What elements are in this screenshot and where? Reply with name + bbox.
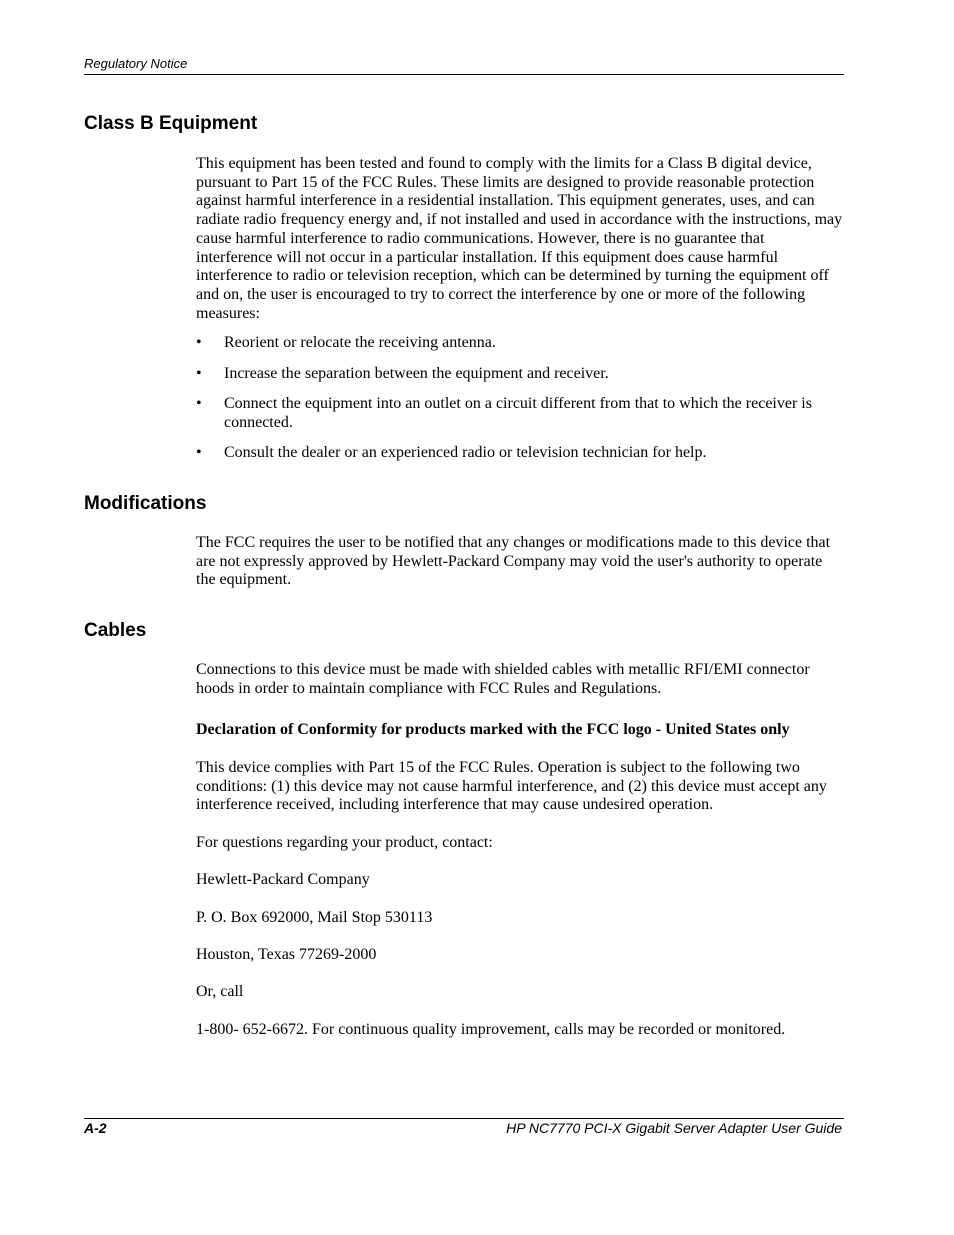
bullet-icon: • xyxy=(196,334,202,352)
list-item: • Reorient or relocate the receiving antenna. xyxy=(196,334,496,352)
heading-cables: Cables xyxy=(84,620,147,641)
class-b-paragraph: This equipment has been tested and found to comply with the limits for a Class B digital device, pursuant to Part 15 of the FCC Rules. These limits are designed to provide reasonable protection against harmful interference in a residential installation. This equipment generates, uses, and can radiate radio frequency energy and, if not installed and used in accordance with the instructions, may cause harmful interference to radio communications. However, there is no guarantee that interference will not occur in a particular installation. If this equipment does cause harmful interference to radio or television reception, which can be determined by turning the equipment off and on, the user is encouraged to try to correct the interference by one or more of the following measures: xyxy=(196,155,843,322)
or-call-line: Or, call xyxy=(196,983,244,1000)
footer-rule xyxy=(84,1118,844,1119)
po-box: P. O. Box 692000, Mail Stop 530113 xyxy=(196,909,433,926)
page-number: A-2 xyxy=(84,1120,107,1136)
header-rule xyxy=(84,74,844,75)
modifications-body xyxy=(196,534,844,590)
phone-line: 1-800- 652-6672. For continuous quality improvement, calls may be recorded or monitored. xyxy=(196,1021,786,1038)
cables-paragraph: Connections to this device must be made with shielded cables with metallic RFI/EMI connector hoods in order to maintain compliance with FCC Rules and Regulations. xyxy=(196,661,810,697)
cables-body xyxy=(196,661,844,698)
list-item: • Connect the equipment into an outlet on a circuit different from that to which the receiver is connected. xyxy=(196,394,812,431)
company-name: Hewlett-Packard Company xyxy=(196,871,370,888)
city-line: Houston, Texas 77269-2000 xyxy=(196,946,377,963)
heading-class-b-equipment: Class B Equipment xyxy=(84,113,258,134)
declaration-text: This device complies with Part 15 of the FCC Rules. Operation is subject to the following two conditions: (1) this device may not cause harmful interference, and (2) this device must accept any interference received, including interference that may cause undesired operation. xyxy=(196,759,827,814)
declaration-title: Declaration of Conformity for products marked with the FCC logo - United States only xyxy=(196,721,790,738)
bullet-icon: • xyxy=(196,443,202,461)
questions-line: For questions regarding your product, contact: xyxy=(196,834,493,851)
interference-measures-list xyxy=(196,334,844,462)
list-item: • Increase the separation between the equipment and receiver. xyxy=(196,364,609,382)
bullet-icon: • xyxy=(196,394,202,412)
running-header: Regulatory Notice xyxy=(84,56,188,71)
guide-title: HP NC7770 PCI-X Gigabit Server Adapter User Guide xyxy=(506,1120,842,1136)
list-item: • Consult the dealer or an experienced radio or television technician for help. xyxy=(196,443,707,461)
class-b-body xyxy=(196,155,844,474)
modifications-paragraph: The FCC requires the user to be notified that any changes or modifications made to this device that are not expressly approved by Hewlett-Packard Company may void the user's authority to operate the equipment. xyxy=(196,534,831,589)
heading-modifications: Modifications xyxy=(84,493,207,514)
bullet-icon: • xyxy=(196,364,202,382)
